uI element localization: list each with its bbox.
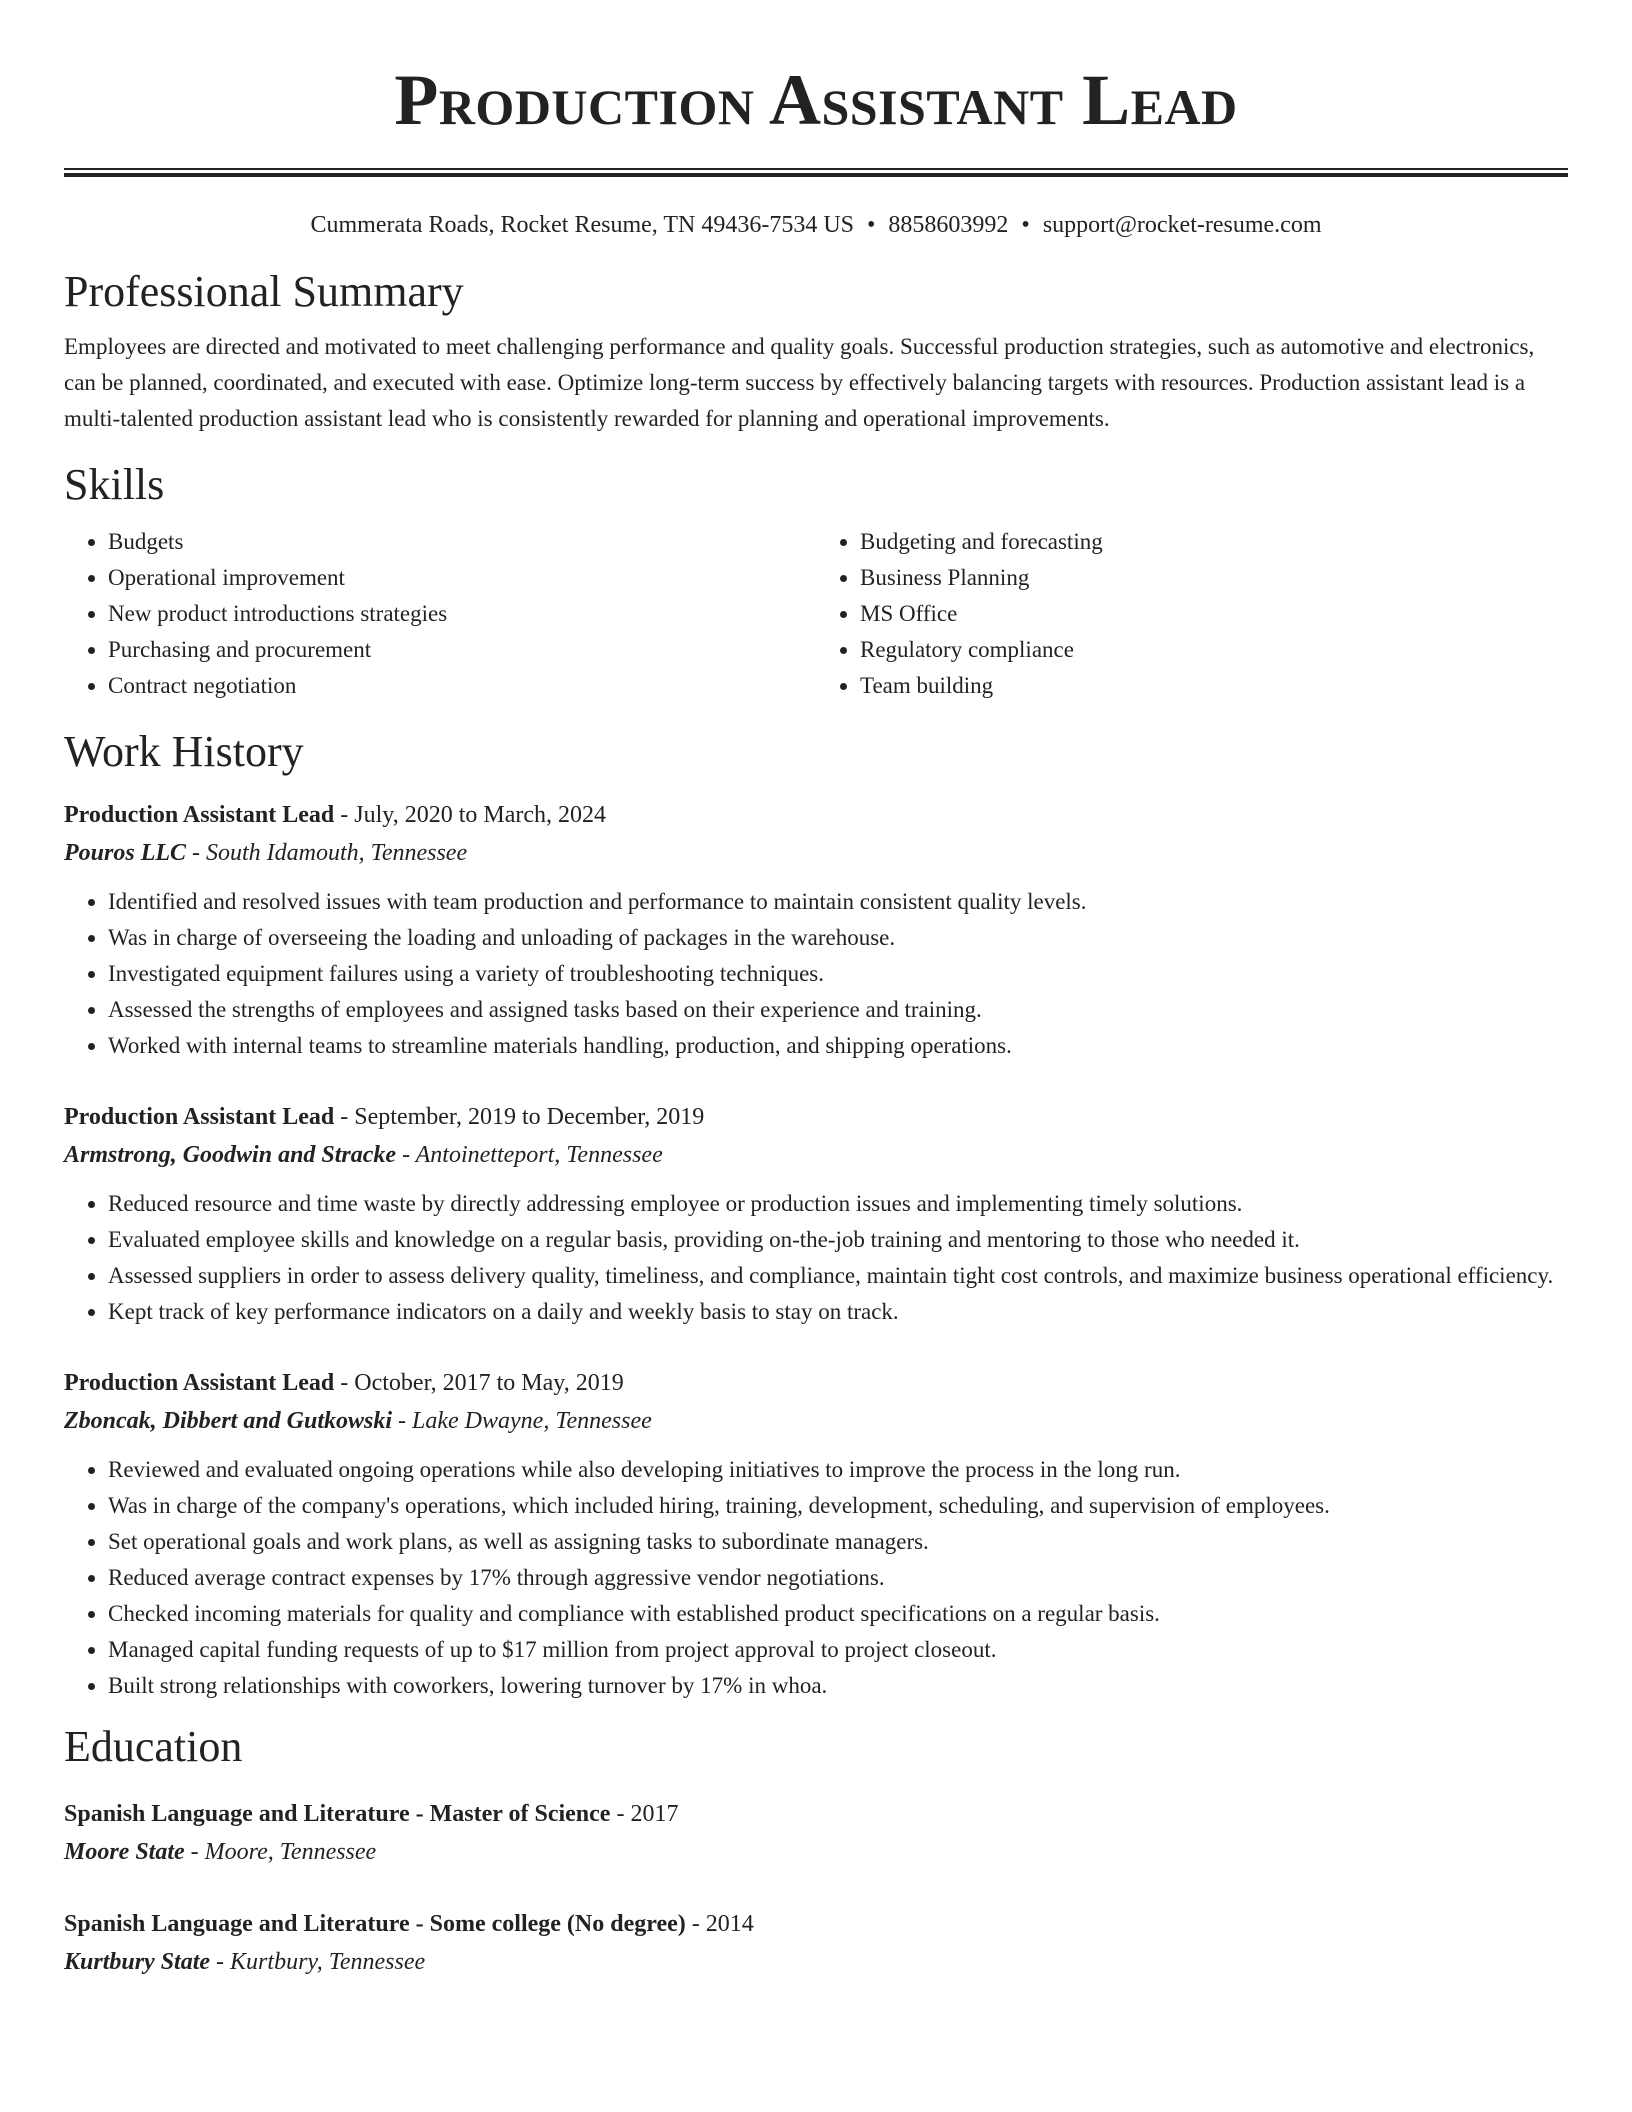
education-degree-line: Spanish Language and Literature - Some college (No degree) - 2014 xyxy=(64,1911,754,1937)
skill-item: • Contract negotiation xyxy=(108,668,816,704)
job-company: Armstrong, Goodwin and Stracke xyxy=(64,1142,397,1168)
education-heading: Education xyxy=(64,1722,243,1771)
skill-item: • New product introductions strategies xyxy=(108,596,816,632)
work-history-heading: Work History xyxy=(64,727,304,776)
summary-text: Employees are directed and motivated to meet challenging performance and quality goals. Successful production strategies, such as automotive and electronics, can be planned, coordinated, and executed with ease. Optimize long-term success by effectively balancing targets with resources. Production assistant lead is a multi-talented production assistant lead who is consistently rewarded for planning and operational improvements. xyxy=(64,334,1535,431)
skills-grid xyxy=(64,524,1568,704)
education-location: Kurtbury, Tennessee xyxy=(230,1949,426,1975)
education-entry xyxy=(64,1905,1568,1981)
job-bullet: • Reviewed and evaluated ongoing operations while also developing initiatives to improve the process in the long run. xyxy=(108,1452,1568,1488)
job-location: Lake Dwayne, Tennessee xyxy=(412,1408,652,1434)
skills-column-right xyxy=(816,524,1568,704)
job-bullet: • Was in charge of the company's operations, which included hiring, training, development, scheduling, and supervision of employees. xyxy=(108,1488,1568,1524)
job-bullet: • Reduced resource and time waste by directly addressing employee or production issues and implementing timely solutions. xyxy=(108,1186,1568,1222)
job-bullet: • Assessed the strengths of employees and assigned tasks based on their experience and training. xyxy=(108,992,1568,1028)
job-bullet: • Assessed suppliers in order to assess delivery quality, timeliness, and compliance, maintain tight cost controls, and maximize business operational efficiency. xyxy=(108,1258,1568,1294)
skill-item: • Budgets xyxy=(108,524,816,560)
job-title-line: Production Assistant Lead - September, 2019 to December, 2019 xyxy=(64,1104,705,1130)
education-school: Moore State xyxy=(64,1839,185,1865)
contact-separator: • xyxy=(1021,212,1030,238)
contact-phone: 8858603992 xyxy=(888,212,1009,238)
job-title-line: Production Assistant Lead - October, 2017 to May, 2019 xyxy=(64,1370,624,1396)
job-dates: October, 2017 to May, 2019 xyxy=(354,1370,624,1396)
skills-column-left xyxy=(64,524,816,704)
skill-item: • Budgeting and forecasting xyxy=(860,524,1568,560)
education-school: Kurtbury State xyxy=(64,1949,211,1975)
job-bullet: • Kept track of key performance indicators on a daily and weekly basis to stay on track. xyxy=(108,1294,1568,1330)
education-location: Moore, Tennessee xyxy=(204,1839,377,1865)
skill-item: • Regulatory compliance xyxy=(860,632,1568,668)
skill-item: • MS Office xyxy=(860,596,1568,632)
job-title: Production Assistant Lead xyxy=(64,1104,335,1130)
education-year: 2014 xyxy=(705,1911,754,1937)
job-title: Production Assistant Lead xyxy=(64,1370,335,1396)
skill-item: • Business Planning xyxy=(860,560,1568,596)
job-bullet: • Evaluated employee skills and knowledge on a regular basis, providing on-the-job training and mentoring to those who needed it. xyxy=(108,1222,1568,1258)
contact-email: support@rocket-resume.com xyxy=(1042,212,1322,238)
summary-heading: Professional Summary xyxy=(64,267,464,316)
education-school-line: Moore State - Moore, Tennessee xyxy=(64,1839,377,1865)
job-bullet: • Worked with internal teams to streamline materials handling, production, and shipping operations. xyxy=(108,1028,1568,1064)
job-bullet: • Managed capital funding requests of up to $17 million from project approval to project closeout. xyxy=(108,1632,1568,1668)
job-dates: July, 2020 to March, 2024 xyxy=(354,802,607,828)
job-bullets xyxy=(64,1186,1568,1330)
skill-item: • Operational improvement xyxy=(108,560,816,596)
skills-heading: Skills xyxy=(64,460,165,509)
resume-title: Production Assistant Lead xyxy=(394,60,1238,140)
job-bullet: • Identified and resolved issues with team production and performance to maintain consistent quality levels. xyxy=(108,884,1568,920)
title-divider xyxy=(64,168,1568,177)
job-bullets xyxy=(64,884,1568,1064)
job-bullet: • Reduced average contract expenses by 17% through aggressive vendor negotiations. xyxy=(108,1560,1568,1596)
job-bullet: • Investigated equipment failures using a variety of troubleshooting techniques. xyxy=(108,956,1568,992)
job-bullets xyxy=(64,1452,1568,1704)
job-bullet: • Set operational goals and work plans, as well as assigning tasks to subordinate managers. xyxy=(108,1524,1568,1560)
job-company: Pouros LLC xyxy=(64,840,187,866)
contact-address: Cummerata Roads, Rocket Resume, TN 49436-7534 US xyxy=(310,212,854,238)
education-degree-line: Spanish Language and Literature - Master of Science - 2017 xyxy=(64,1801,679,1827)
job-company-line: Armstrong, Goodwin and Stracke - Antoinetteport, Tennessee xyxy=(64,1142,663,1168)
contact-line xyxy=(64,210,1568,240)
job-company: Zboncak, Dibbert and Gutkowski xyxy=(64,1408,393,1434)
job-bullet: • Was in charge of overseeing the loading and unloading of packages in the warehouse. xyxy=(108,920,1568,956)
job-title-line: Production Assistant Lead - July, 2020 to March, 2024 xyxy=(64,802,607,828)
contact-separator: • xyxy=(867,212,876,238)
job-dates: September, 2019 to December, 2019 xyxy=(354,1104,705,1130)
skill-item: • Team building xyxy=(860,668,1568,704)
education-entry xyxy=(64,1795,1568,1871)
job-location: Antoinetteport, Tennessee xyxy=(415,1142,663,1168)
job-bullet: • Built strong relationships with coworkers, lowering turnover by 17% in whoa. xyxy=(108,1668,1568,1704)
education-degree: Spanish Language and Literature - Master of Science xyxy=(64,1801,611,1827)
job-entry xyxy=(64,796,1568,1064)
education-year: 2017 xyxy=(630,1801,679,1827)
job-bullet: • Checked incoming materials for quality and compliance with established product specifications on a regular basis. xyxy=(108,1596,1568,1632)
job-title: Production Assistant Lead xyxy=(64,802,335,828)
education-school-line: Kurtbury State - Kurtbury, Tennessee xyxy=(64,1949,426,1975)
job-entry xyxy=(64,1098,1568,1330)
job-company-line: Zboncak, Dibbert and Gutkowski - Lake Dwayne, Tennessee xyxy=(64,1408,652,1434)
education-degree: Spanish Language and Literature - Some college (No degree) xyxy=(64,1911,686,1937)
job-entry xyxy=(64,1364,1568,1704)
skill-item: • Purchasing and procurement xyxy=(108,632,816,668)
job-location: South Idamouth, Tennessee xyxy=(206,840,468,866)
job-company-line: Pouros LLC - South Idamouth, Tennessee xyxy=(64,840,468,866)
